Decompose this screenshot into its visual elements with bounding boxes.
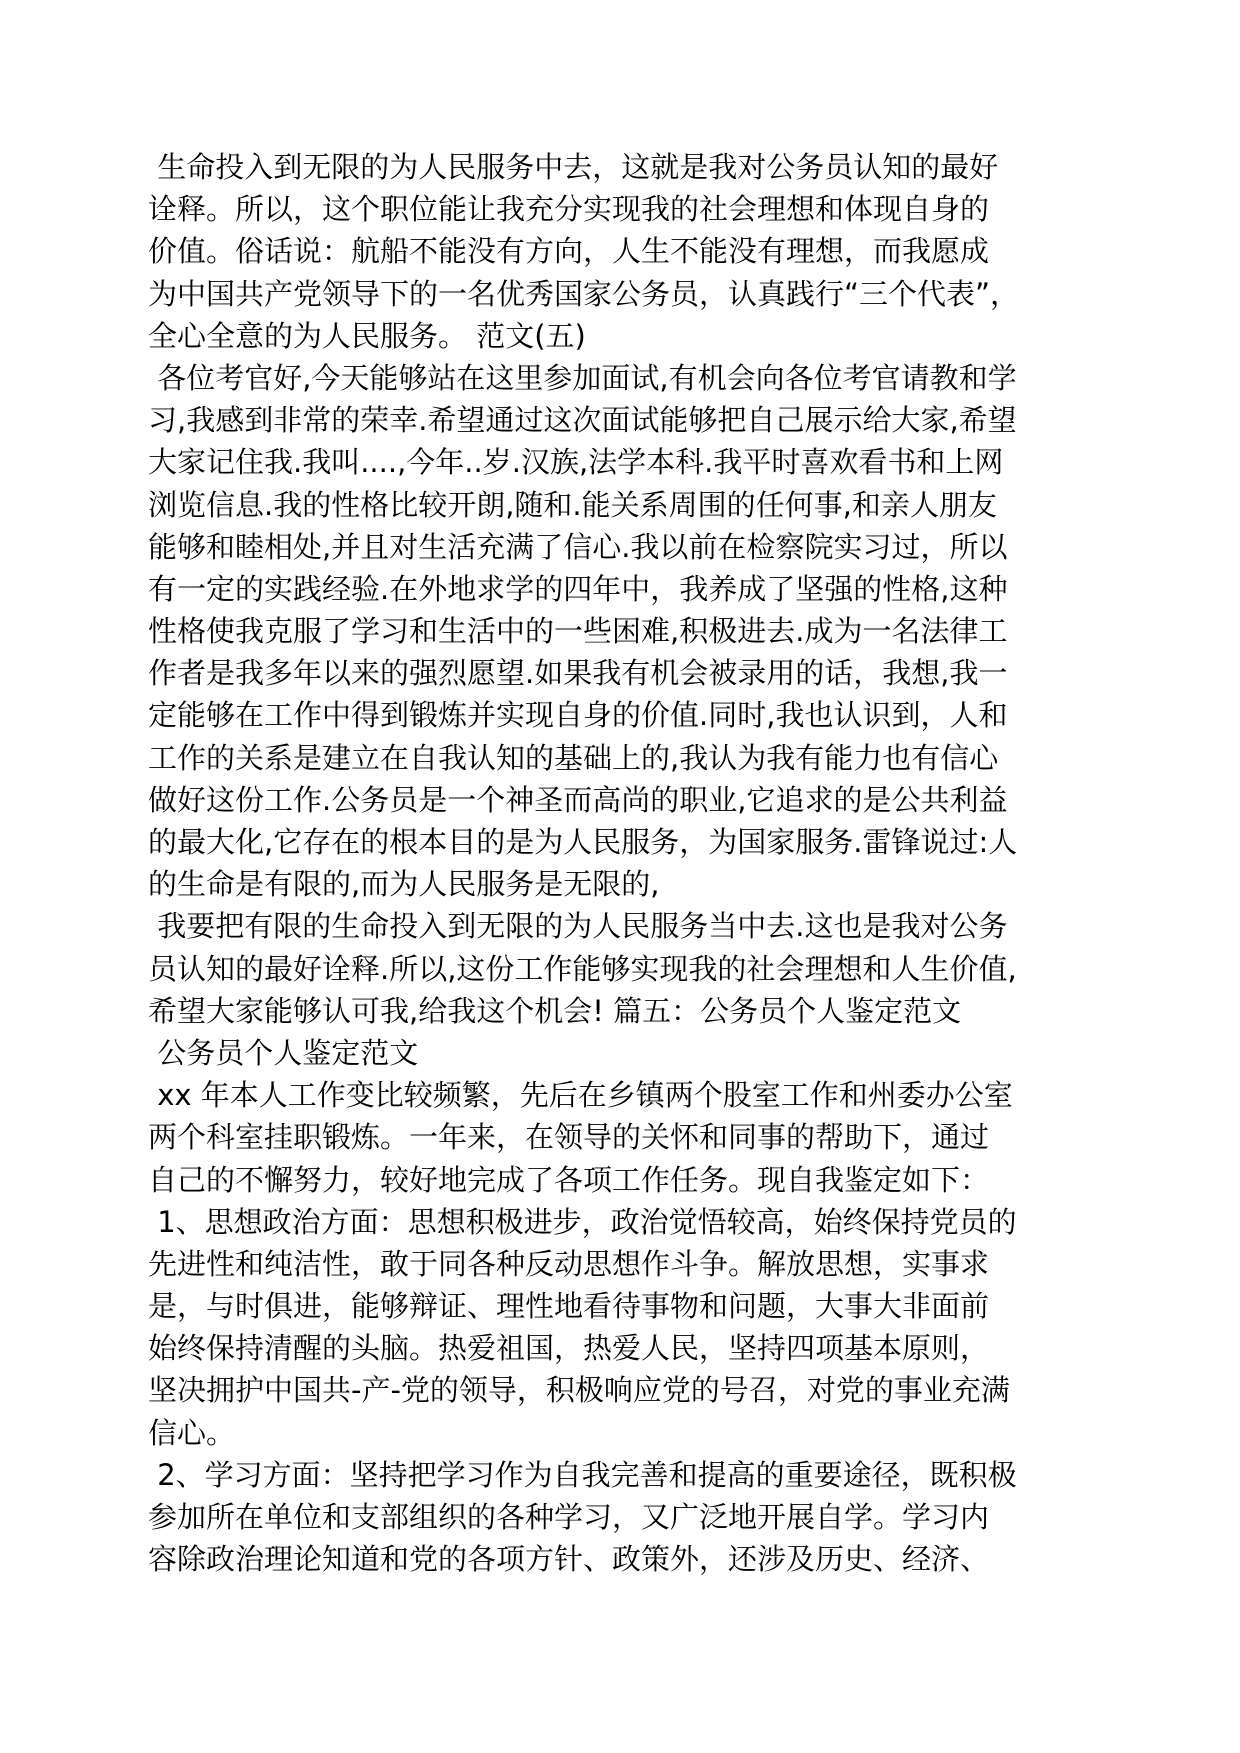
text-line: 先进性和纯洁性，敢于同各种反动思想作斗争。解放思想，实事求 xyxy=(148,1246,990,1281)
text-line: 有一定的实践经验.在外地求学的四年中，我养成了坚强的性格,这种 xyxy=(148,571,1008,606)
text-line: 定能够在工作中得到锻炼并实现自身的价值.同时,我也认识到，人和 xyxy=(148,698,1008,733)
text-line: 始终保持清醒的头脑。热爱祖国，热爱人民，坚持四项基本原则， xyxy=(148,1331,990,1366)
text-line: 做好这份工作.公务员是一个神圣而高尚的职业,它追求的是公共利益 xyxy=(148,782,1008,817)
text-line: 员认知的最好诠释.所以,这份工作能够实现我的社会理想和人生价值, xyxy=(148,951,1017,986)
text-line: 2、学习方面：坚持把学习作为自我完善和提高的重要途径，既积极 xyxy=(148,1457,1017,1492)
text-line: 公务员个人鉴定范文 xyxy=(148,1035,419,1070)
text-line: 价值。俗话说：航船不能没有方向，人生不能没有理想，而我愿成 xyxy=(148,234,990,269)
text-line: 为中国共产党领导下的一名优秀国家公务员，认真践行“三个代表”， xyxy=(148,276,1020,311)
text-line: 浏览信息.我的性格比较开朗,随和.能关系周围的任何事,和亲人朋友 xyxy=(148,487,997,522)
text-line: 信心。 xyxy=(148,1415,236,1450)
text-line: 参加所在单位和支部组织的各种学习，又广泛地开展自学。学习内 xyxy=(148,1500,990,1534)
text-line: 诠释。所以，这个职位能让我充分实现我的社会理想和体现自身的 xyxy=(148,192,990,227)
text-line: 的最大化,它存在的根本目的是为人民服务，为国家服务.雷锋说过:人 xyxy=(148,825,1018,859)
text-line: 能够和睦相处,并且对生活充满了信心.我以前在检察院实习过，所以 xyxy=(148,529,1008,564)
text-line: 两个科室挂职锻炼。一年来，在领导的关怀和同事的帮助下，通过 xyxy=(148,1120,990,1155)
text-line: 生命投入到无限的为人民服务中去，这就是我对公务员认知的最好 xyxy=(148,150,999,184)
text-line: 大家记住我.我叫....,今年..岁.汉族,法学本科.我平时喜欢看书和上网 xyxy=(148,445,1004,480)
text-line: 性格使我克服了学习和生活中的一些困难,积极进去.成为一名法律工 xyxy=(148,614,1008,649)
text-line: 容除政治理论知道和党的各项方针、政策外，还涉及历史、经济、 xyxy=(148,1542,990,1577)
text-line: 希望大家能够认可我,给我这个机会! 篇五：公务员个人鉴定范文 xyxy=(148,993,962,1028)
text-line: 工作的关系是建立在自我认知的基础上的,我认为我有能力也有信心 xyxy=(148,740,999,775)
text-line: xx 年本人工作变比较频繁，先后在乡镇两个股室工作和州委办公室 xyxy=(148,1078,1013,1113)
body-text xyxy=(148,146,1108,1580)
text-line: 我要把有限的生命投入到无限的为人民服务当中去.这也是我对公务 xyxy=(148,909,1008,944)
text-line: 作者是我多年以来的强烈愿望.如果我有机会被录用的话，我想,我一 xyxy=(148,656,1008,691)
text-line: 坚决拥护中国共-产-党的领导，积极响应党的号召，对党的事业充满 xyxy=(148,1373,1010,1408)
text-line: 是，与时俱进，能够辩证、理性地看待事物和问题，大事大非面前 xyxy=(148,1289,990,1324)
text-line: 1、思想政治方面：思想积极进步，政治觉悟较高，始终保持党员的 xyxy=(148,1204,1017,1239)
text-line: 习,我感到非常的荣幸.希望通过这次面试能够把自己展示给大家,希望 xyxy=(148,403,1017,438)
text-line: 全心全意的为人民服务。 范文(五) xyxy=(148,318,586,353)
text-line: 各位考官好,今天能够站在这里参加面试,有机会向各位考官请教和学 xyxy=(148,360,1017,395)
text-line: 自己的不懈努力，较好地完成了各项工作任务。现自我鉴定如下： xyxy=(148,1162,990,1197)
text-line: 的生命是有限的,而为人民服务是无限的, xyxy=(148,867,660,902)
